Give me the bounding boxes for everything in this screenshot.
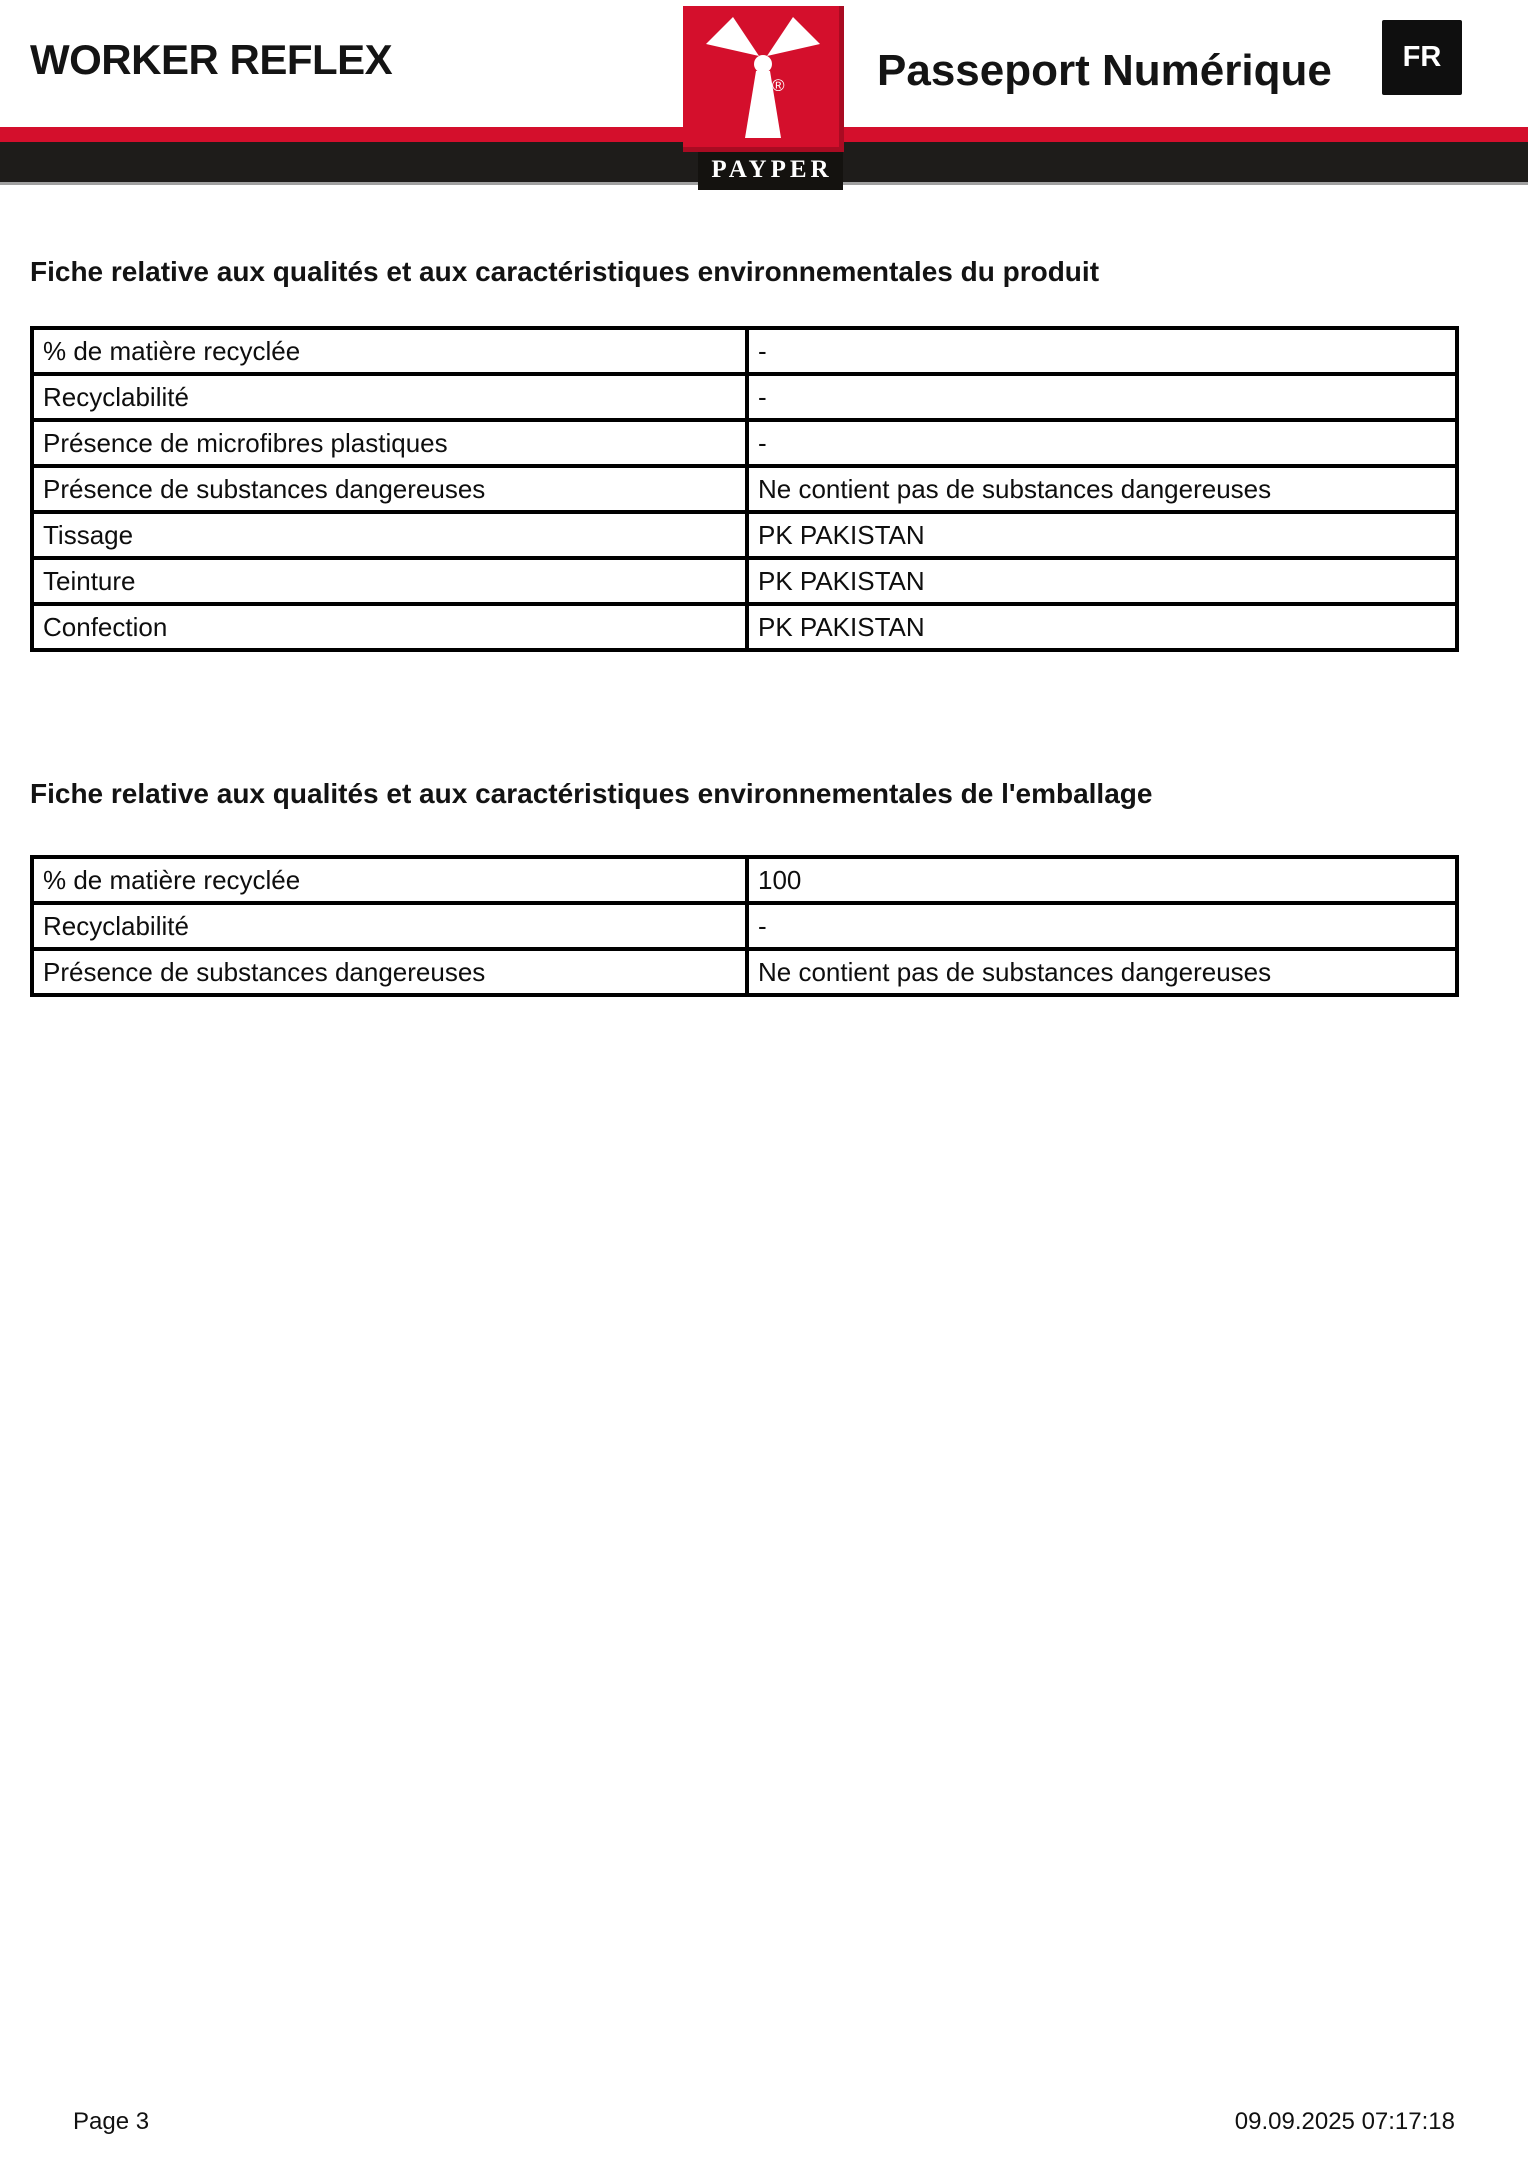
table-row (32, 903, 1457, 949)
row-label: Teinture (32, 558, 747, 604)
row-value: - (747, 903, 1457, 949)
language-badge: FR (1382, 20, 1462, 95)
row-value: Ne contient pas de substances dangereuses (747, 949, 1457, 995)
row-value: - (747, 374, 1457, 420)
row-value: Ne contient pas de substances dangereuses (747, 466, 1457, 512)
table-row (32, 420, 1457, 466)
row-value: - (747, 328, 1457, 374)
table-row (32, 558, 1457, 604)
timestamp: 09.09.2025 07:17:18 (1234, 2108, 1455, 2135)
row-label: Présence de microfibres plastiques (32, 420, 747, 466)
table-row (32, 512, 1457, 558)
row-value: PK PAKISTAN (747, 512, 1457, 558)
row-label: Tissage (32, 512, 747, 558)
page-number: Page 3 (73, 2108, 150, 2135)
table-row (32, 949, 1457, 995)
row-value: 100 (747, 857, 1457, 903)
row-label: Recyclabilité (32, 374, 747, 420)
payper-bow-icon (695, 14, 835, 144)
document-title: Passeport Numérique (877, 46, 1332, 95)
payper-wordmark: PAYPER (698, 150, 843, 190)
row-label: % de matière recyclée (32, 857, 747, 903)
packaging-environment-table (30, 855, 1459, 997)
row-label: Confection (32, 604, 747, 650)
product-name: WORKER REFLEX (30, 36, 393, 83)
row-label: Présence de substances dangereuses (32, 466, 747, 512)
row-value: - (747, 420, 1457, 466)
registered-trademark-icon: ® (772, 76, 785, 95)
row-value: PK PAKISTAN (747, 558, 1457, 604)
row-value: PK PAKISTAN (747, 604, 1457, 650)
table-row (32, 328, 1457, 374)
table-row (32, 857, 1457, 903)
payper-logo (683, 6, 844, 152)
row-label: Recyclabilité (32, 903, 747, 949)
table-row (32, 374, 1457, 420)
table-row (32, 604, 1457, 650)
table-row (32, 466, 1457, 512)
section-title-packaging: Fiche relative aux qualités et aux caractéristiques environnementales de l'emballage (30, 778, 1153, 809)
row-label: % de matière recyclée (32, 328, 747, 374)
product-environment-table (30, 326, 1459, 652)
section-title-product: Fiche relative aux qualités et aux caractéristiques environnementales du produit (30, 256, 1100, 287)
row-label: Présence de substances dangereuses (32, 949, 747, 995)
